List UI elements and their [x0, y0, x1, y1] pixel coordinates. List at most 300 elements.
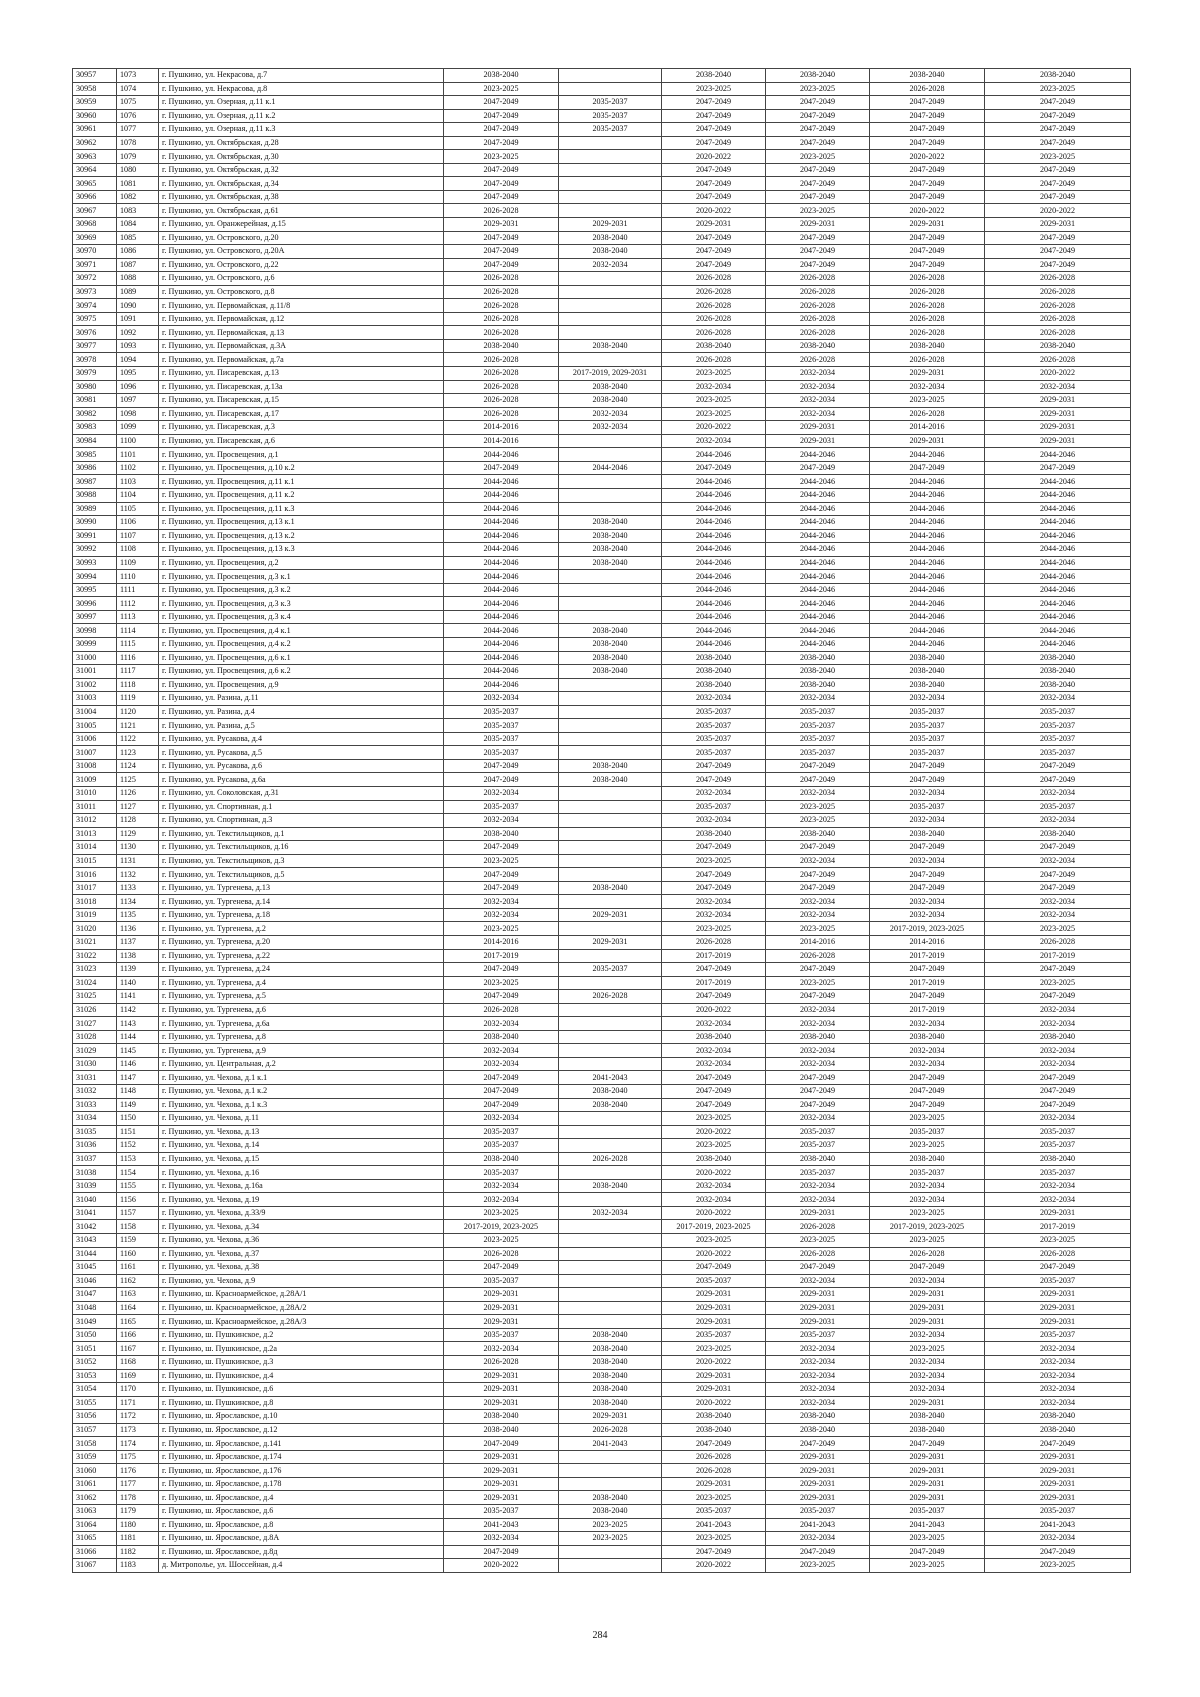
period-6-cell: 2032-2034: [985, 786, 1131, 800]
address-cell: г. Пушкино, ул. Просвещения, д.13 к.1: [159, 516, 444, 530]
period-3-cell: 2032-2034: [662, 380, 766, 394]
house-number-cell: 1164: [117, 1301, 159, 1315]
period-5-cell: 2047-2049: [870, 773, 985, 787]
house-number-cell: 1086: [117, 245, 159, 259]
period-6-cell: 2038-2040: [985, 69, 1131, 83]
address-cell: г. Пушкино, ул. Чехова, д.16: [159, 1166, 444, 1180]
period-5-cell: 2038-2040: [870, 1030, 985, 1044]
period-5-cell: 2047-2049: [870, 96, 985, 110]
period-4-cell: 2038-2040: [766, 1152, 870, 1166]
house-number-cell: 1131: [117, 854, 159, 868]
row-number-cell: 31028: [73, 1030, 117, 1044]
period-1-cell: 2044-2046: [444, 637, 559, 651]
house-number-cell: 1107: [117, 529, 159, 543]
period-2-cell: [559, 272, 662, 286]
house-number-cell: 1132: [117, 868, 159, 882]
table-row: [73, 624, 1131, 638]
period-1-cell: 2047-2049: [444, 759, 559, 773]
period-2-cell: [559, 868, 662, 882]
period-3-cell: 2023-2025: [662, 1139, 766, 1153]
period-6-cell: 2032-2034: [985, 1017, 1131, 1031]
period-2-cell: [559, 827, 662, 841]
period-5-cell: 2047-2049: [870, 963, 985, 977]
period-1-cell: 2017-2019: [444, 949, 559, 963]
period-1-cell: 2023-2025: [444, 854, 559, 868]
period-4-cell: 2044-2046: [766, 502, 870, 516]
table-row: [73, 1003, 1131, 1017]
period-5-cell: 2017-2019, 2023-2025: [870, 1220, 985, 1234]
period-1-cell: 2044-2046: [444, 597, 559, 611]
period-3-cell: 2020-2022: [662, 150, 766, 164]
period-1-cell: 2035-2037: [444, 1125, 559, 1139]
house-number-cell: 1171: [117, 1396, 159, 1410]
row-number-cell: 30980: [73, 380, 117, 394]
period-4-cell: 2044-2046: [766, 488, 870, 502]
period-6-cell: 2044-2046: [985, 624, 1131, 638]
house-number-cell: 1179: [117, 1504, 159, 1518]
row-number-cell: 30962: [73, 136, 117, 150]
table-row: [73, 895, 1131, 909]
table-row: [73, 218, 1131, 232]
table-row: [73, 1369, 1131, 1383]
period-4-cell: 2032-2034: [766, 407, 870, 421]
period-5-cell: 2020-2022: [870, 150, 985, 164]
period-4-cell: 2035-2037: [766, 1125, 870, 1139]
period-5-cell: 2029-2031: [870, 434, 985, 448]
period-1-cell: 2032-2034: [444, 895, 559, 909]
period-5-cell: 2026-2028: [870, 407, 985, 421]
period-2-cell: 2035-2037: [559, 963, 662, 977]
period-5-cell: 2026-2028: [870, 326, 985, 340]
house-number-cell: 1169: [117, 1369, 159, 1383]
period-2-cell: [559, 82, 662, 96]
period-4-cell: 2038-2040: [766, 651, 870, 665]
house-number-cell: 1141: [117, 990, 159, 1004]
row-number-cell: 30968: [73, 218, 117, 232]
period-3-cell: 2044-2046: [662, 448, 766, 462]
period-2-cell: 2038-2040: [559, 1085, 662, 1099]
period-1-cell: 2029-2031: [444, 1369, 559, 1383]
period-3-cell: 2029-2031: [662, 1477, 766, 1491]
row-number-cell: 30984: [73, 434, 117, 448]
period-2-cell: 2041-2043: [559, 1437, 662, 1451]
address-cell: г. Пушкино, ул. Чехова, д.11: [159, 1112, 444, 1126]
address-cell: г. Пушкино, ш. Пушкинское, д.4: [159, 1369, 444, 1383]
period-3-cell: 2047-2049: [662, 245, 766, 259]
period-4-cell: 2038-2040: [766, 827, 870, 841]
period-3-cell: 2035-2037: [662, 705, 766, 719]
address-cell: г. Пушкино, ул. Просвещения, д.3 к.4: [159, 610, 444, 624]
row-number-cell: 30978: [73, 353, 117, 367]
house-number-cell: 1151: [117, 1125, 159, 1139]
house-number-cell: 1149: [117, 1098, 159, 1112]
table-row: [73, 1504, 1131, 1518]
period-3-cell: 2026-2028: [662, 353, 766, 367]
period-1-cell: 2047-2049: [444, 841, 559, 855]
house-number-cell: 1143: [117, 1017, 159, 1031]
house-number-cell: 1083: [117, 204, 159, 218]
table-row: [73, 1112, 1131, 1126]
period-1-cell: 2044-2046: [444, 651, 559, 665]
period-6-cell: 2038-2040: [985, 1030, 1131, 1044]
row-number-cell: 30960: [73, 109, 117, 123]
house-number-cell: 1135: [117, 908, 159, 922]
table-row: [73, 353, 1131, 367]
period-1-cell: 2041-2043: [444, 1518, 559, 1532]
period-4-cell: 2032-2034: [766, 854, 870, 868]
table-row: [73, 109, 1131, 123]
period-2-cell: [559, 190, 662, 204]
row-number-cell: 31031: [73, 1071, 117, 1085]
period-4-cell: 2047-2049: [766, 841, 870, 855]
address-cell: г. Пушкино, ул. Тургенева, д.9: [159, 1044, 444, 1058]
period-5-cell: 2044-2046: [870, 624, 985, 638]
period-1-cell: 2044-2046: [444, 610, 559, 624]
period-4-cell: 2026-2028: [766, 326, 870, 340]
row-number-cell: 31011: [73, 800, 117, 814]
house-number-cell: 1120: [117, 705, 159, 719]
period-1-cell: 2029-2031: [444, 1450, 559, 1464]
address-cell: г. Пушкино, ул. Некрасова, д.8: [159, 82, 444, 96]
period-3-cell: 2023-2025: [662, 1234, 766, 1248]
period-3-cell: 2026-2028: [662, 299, 766, 313]
address-cell: г. Пушкино, ул. Первомайская, д.13: [159, 326, 444, 340]
period-3-cell: 2044-2046: [662, 597, 766, 611]
period-5-cell: 2014-2016: [870, 936, 985, 950]
period-5-cell: 2047-2049: [870, 461, 985, 475]
period-5-cell: 2047-2049: [870, 109, 985, 123]
period-5-cell: 2044-2046: [870, 556, 985, 570]
row-number-cell: 31020: [73, 922, 117, 936]
period-1-cell: 2023-2025: [444, 976, 559, 990]
house-number-cell: 1154: [117, 1166, 159, 1180]
table-row: [73, 1030, 1131, 1044]
period-2-cell: 2029-2031: [559, 218, 662, 232]
period-1-cell: 2047-2049: [444, 963, 559, 977]
row-number-cell: 30979: [73, 367, 117, 381]
table-row: [73, 881, 1131, 895]
address-cell: г. Пушкино, ул. Спортивная, д.3: [159, 814, 444, 828]
period-2-cell: [559, 1301, 662, 1315]
address-cell: г. Пушкино, ул. Центральная, д.2: [159, 1057, 444, 1071]
table-row: [73, 1193, 1131, 1207]
house-number-cell: 1108: [117, 543, 159, 557]
address-cell: г. Пушкино, ул. Писаревская, д.13а: [159, 380, 444, 394]
period-6-cell: 2023-2025: [985, 976, 1131, 990]
address-cell: г. Пушкино, ш. Красноармейское, д.28А/1: [159, 1288, 444, 1302]
period-6-cell: 2029-2031: [985, 394, 1131, 408]
period-3-cell: 2032-2034: [662, 1179, 766, 1193]
period-2-cell: 2044-2046: [559, 461, 662, 475]
period-4-cell: 2035-2037: [766, 1139, 870, 1153]
address-cell: г. Пушкино, ул. Тургенева, д.2: [159, 922, 444, 936]
house-number-cell: 1134: [117, 895, 159, 909]
house-number-cell: 1114: [117, 624, 159, 638]
house-number-cell: 1157: [117, 1206, 159, 1220]
period-1-cell: 2035-2037: [444, 746, 559, 760]
period-5-cell: 2026-2028: [870, 82, 985, 96]
period-3-cell: 2044-2046: [662, 610, 766, 624]
house-number-cell: 1178: [117, 1491, 159, 1505]
row-number-cell: 31033: [73, 1098, 117, 1112]
period-3-cell: 2047-2049: [662, 963, 766, 977]
period-3-cell: 2023-2025: [662, 1491, 766, 1505]
period-2-cell: [559, 326, 662, 340]
period-6-cell: 2035-2037: [985, 732, 1131, 746]
period-2-cell: [559, 163, 662, 177]
address-cell: г. Пушкино, ш. Ярославское, д.10: [159, 1410, 444, 1424]
period-6-cell: 2035-2037: [985, 719, 1131, 733]
period-1-cell: 2029-2031: [444, 218, 559, 232]
period-2-cell: [559, 854, 662, 868]
period-4-cell: 2032-2034: [766, 908, 870, 922]
period-5-cell: 2026-2028: [870, 312, 985, 326]
period-6-cell: 2035-2037: [985, 1139, 1131, 1153]
row-number-cell: 31062: [73, 1491, 117, 1505]
period-5-cell: 2035-2037: [870, 719, 985, 733]
period-6-cell: 2041-2043: [985, 1518, 1131, 1532]
period-2-cell: 2038-2040: [559, 339, 662, 353]
row-number-cell: 31012: [73, 814, 117, 828]
period-1-cell: 2047-2049: [444, 123, 559, 137]
address-cell: г. Пушкино, ул. Просвещения, д.4 к.2: [159, 637, 444, 651]
period-3-cell: 2020-2022: [662, 204, 766, 218]
period-1-cell: 2026-2028: [444, 272, 559, 286]
period-6-cell: 2035-2037: [985, 1274, 1131, 1288]
table-row: [73, 692, 1131, 706]
period-4-cell: 2047-2049: [766, 163, 870, 177]
row-number-cell: 30967: [73, 204, 117, 218]
address-cell: г. Пушкино, ул. Тургенева, д.24: [159, 963, 444, 977]
period-2-cell: [559, 1139, 662, 1153]
period-4-cell: 2032-2034: [766, 380, 870, 394]
table-row: [73, 665, 1131, 679]
address-cell: г. Пушкино, ул. Чехова, д.13: [159, 1125, 444, 1139]
period-4-cell: 2023-2025: [766, 82, 870, 96]
period-3-cell: 2035-2037: [662, 719, 766, 733]
table-row: [73, 908, 1131, 922]
period-2-cell: [559, 448, 662, 462]
period-1-cell: 2023-2025: [444, 1206, 559, 1220]
row-number-cell: 30977: [73, 339, 117, 353]
period-1-cell: 2023-2025: [444, 1234, 559, 1248]
period-6-cell: 2035-2037: [985, 800, 1131, 814]
period-1-cell: 2047-2049: [444, 1098, 559, 1112]
period-6-cell: 2038-2040: [985, 678, 1131, 692]
address-cell: г. Пушкино, ул. Разина, д.5: [159, 719, 444, 733]
period-5-cell: 2029-2031: [870, 1450, 985, 1464]
table-row: [73, 841, 1131, 855]
address-cell: г. Пушкино, ш. Пушкинское, д.2а: [159, 1342, 444, 1356]
period-5-cell: 2047-2049: [870, 245, 985, 259]
period-1-cell: 2047-2049: [444, 1545, 559, 1559]
schedule-table: [72, 68, 1131, 1573]
row-number-cell: 31014: [73, 841, 117, 855]
row-number-cell: 31052: [73, 1355, 117, 1369]
house-number-cell: 1129: [117, 827, 159, 841]
period-4-cell: 2047-2049: [766, 1071, 870, 1085]
period-5-cell: 2035-2037: [870, 732, 985, 746]
period-4-cell: 2044-2046: [766, 583, 870, 597]
period-5-cell: 2029-2031: [870, 1315, 985, 1329]
table-row: [73, 1152, 1131, 1166]
table-row: [73, 96, 1131, 110]
period-1-cell: 2047-2049: [444, 1437, 559, 1451]
period-3-cell: 2047-2049: [662, 177, 766, 191]
period-2-cell: [559, 1477, 662, 1491]
period-4-cell: 2038-2040: [766, 1030, 870, 1044]
period-4-cell: 2032-2034: [766, 786, 870, 800]
period-2-cell: 2038-2040: [559, 1383, 662, 1397]
period-1-cell: 2032-2034: [444, 908, 559, 922]
table-row: [73, 1139, 1131, 1153]
period-1-cell: 2014-2016: [444, 421, 559, 435]
row-number-cell: 31026: [73, 1003, 117, 1017]
house-number-cell: 1080: [117, 163, 159, 177]
table-row: [73, 949, 1131, 963]
period-4-cell: 2014-2016: [766, 936, 870, 950]
row-number-cell: 31055: [73, 1396, 117, 1410]
row-number-cell: 30991: [73, 529, 117, 543]
row-number-cell: 31025: [73, 990, 117, 1004]
period-6-cell: 2035-2037: [985, 1328, 1131, 1342]
address-cell: г. Пушкино, ш. Красноармейское, д.28А/3: [159, 1315, 444, 1329]
period-1-cell: 2044-2046: [444, 502, 559, 516]
period-5-cell: 2032-2034: [870, 854, 985, 868]
row-number-cell: 31060: [73, 1464, 117, 1478]
table-row: [73, 570, 1131, 584]
period-5-cell: 2047-2049: [870, 841, 985, 855]
row-number-cell: 31037: [73, 1152, 117, 1166]
period-1-cell: 2017-2019, 2023-2025: [444, 1220, 559, 1234]
period-2-cell: [559, 1234, 662, 1248]
period-4-cell: 2047-2049: [766, 461, 870, 475]
house-number-cell: 1074: [117, 82, 159, 96]
address-cell: г. Пушкино, ул. Писаревская, д.13: [159, 367, 444, 381]
row-number-cell: 30989: [73, 502, 117, 516]
period-6-cell: 2032-2034: [985, 1369, 1131, 1383]
period-3-cell: 2047-2049: [662, 1098, 766, 1112]
period-5-cell: 2023-2025: [870, 1112, 985, 1126]
row-number-cell: 31063: [73, 1504, 117, 1518]
period-1-cell: 2035-2037: [444, 1166, 559, 1180]
row-number-cell: 31019: [73, 908, 117, 922]
period-6-cell: 2047-2049: [985, 177, 1131, 191]
table-row: [73, 339, 1131, 353]
table-row: [73, 963, 1131, 977]
house-number-cell: 1087: [117, 258, 159, 272]
address-cell: г. Пушкино, ул. Спортивная, д.1: [159, 800, 444, 814]
row-number-cell: 31008: [73, 759, 117, 773]
period-1-cell: 2026-2028: [444, 1247, 559, 1261]
period-2-cell: 2029-2031: [559, 908, 662, 922]
period-3-cell: 2038-2040: [662, 339, 766, 353]
row-number-cell: 31057: [73, 1423, 117, 1437]
table-row: [73, 1328, 1131, 1342]
table-row: [73, 461, 1131, 475]
table-row: [73, 1085, 1131, 1099]
period-2-cell: 2035-2037: [559, 96, 662, 110]
address-cell: г. Пушкино, ул. Просвещения, д.11 к.3: [159, 502, 444, 516]
period-6-cell: 2029-2031: [985, 1491, 1131, 1505]
period-5-cell: 2032-2034: [870, 1383, 985, 1397]
period-4-cell: 2023-2025: [766, 800, 870, 814]
address-cell: г. Пушкино, ул. Чехова, д.38: [159, 1261, 444, 1275]
period-5-cell: 2029-2031: [870, 367, 985, 381]
period-3-cell: 2032-2034: [662, 895, 766, 909]
period-6-cell: 2047-2049: [985, 96, 1131, 110]
period-6-cell: 2029-2031: [985, 1301, 1131, 1315]
table-row: [73, 990, 1131, 1004]
row-number-cell: 31045: [73, 1261, 117, 1275]
table-row: [73, 1098, 1131, 1112]
period-4-cell: 2047-2049: [766, 1098, 870, 1112]
period-6-cell: 2032-2034: [985, 895, 1131, 909]
table-row: [73, 773, 1131, 787]
period-1-cell: 2044-2046: [444, 678, 559, 692]
period-6-cell: 2047-2049: [985, 881, 1131, 895]
period-2-cell: 2041-2043: [559, 1071, 662, 1085]
period-2-cell: [559, 150, 662, 164]
address-cell: г. Пушкино, ул. Октябрьская, д.28: [159, 136, 444, 150]
period-2-cell: [559, 177, 662, 191]
period-1-cell: 2026-2028: [444, 353, 559, 367]
table-row: [73, 529, 1131, 543]
period-5-cell: 2032-2034: [870, 1355, 985, 1369]
period-3-cell: 2047-2049: [662, 990, 766, 1004]
period-5-cell: 2047-2049: [870, 1085, 985, 1099]
period-2-cell: [559, 814, 662, 828]
address-cell: г. Пушкино, ул. Октябрьская, д.61: [159, 204, 444, 218]
period-1-cell: 2038-2040: [444, 1152, 559, 1166]
period-4-cell: 2032-2034: [766, 1193, 870, 1207]
period-4-cell: 2047-2049: [766, 963, 870, 977]
period-4-cell: 2032-2034: [766, 1112, 870, 1126]
period-3-cell: 2023-2025: [662, 394, 766, 408]
period-3-cell: 2029-2031: [662, 1288, 766, 1302]
period-6-cell: 2023-2025: [985, 1234, 1131, 1248]
period-2-cell: 2038-2040: [559, 529, 662, 543]
period-6-cell: 2047-2049: [985, 868, 1131, 882]
period-3-cell: 2029-2031: [662, 1315, 766, 1329]
period-1-cell: 2026-2028: [444, 285, 559, 299]
row-number-cell: 30958: [73, 82, 117, 96]
address-cell: г. Пушкино, ул. Просвещения, д.13 к.3: [159, 543, 444, 557]
house-number-cell: 1078: [117, 136, 159, 150]
period-5-cell: 2023-2025: [870, 1342, 985, 1356]
period-2-cell: 2038-2040: [559, 245, 662, 259]
period-6-cell: 2029-2031: [985, 407, 1131, 421]
period-3-cell: 2032-2034: [662, 908, 766, 922]
row-number-cell: 31016: [73, 868, 117, 882]
house-number-cell: 1177: [117, 1477, 159, 1491]
period-6-cell: 2023-2025: [985, 150, 1131, 164]
period-6-cell: 2047-2049: [985, 190, 1131, 204]
house-number-cell: 1119: [117, 692, 159, 706]
period-5-cell: 2023-2025: [870, 1206, 985, 1220]
house-number-cell: 1103: [117, 475, 159, 489]
period-4-cell: 2038-2040: [766, 1410, 870, 1424]
period-4-cell: 2044-2046: [766, 529, 870, 543]
address-cell: г. Пушкино, ул. Русакова, д.6: [159, 759, 444, 773]
period-2-cell: [559, 475, 662, 489]
period-4-cell: 2047-2049: [766, 177, 870, 191]
table-row: [73, 177, 1131, 191]
table-row: [73, 1261, 1131, 1275]
period-6-cell: 2044-2046: [985, 448, 1131, 462]
house-number-cell: 1138: [117, 949, 159, 963]
row-number-cell: 31000: [73, 651, 117, 665]
